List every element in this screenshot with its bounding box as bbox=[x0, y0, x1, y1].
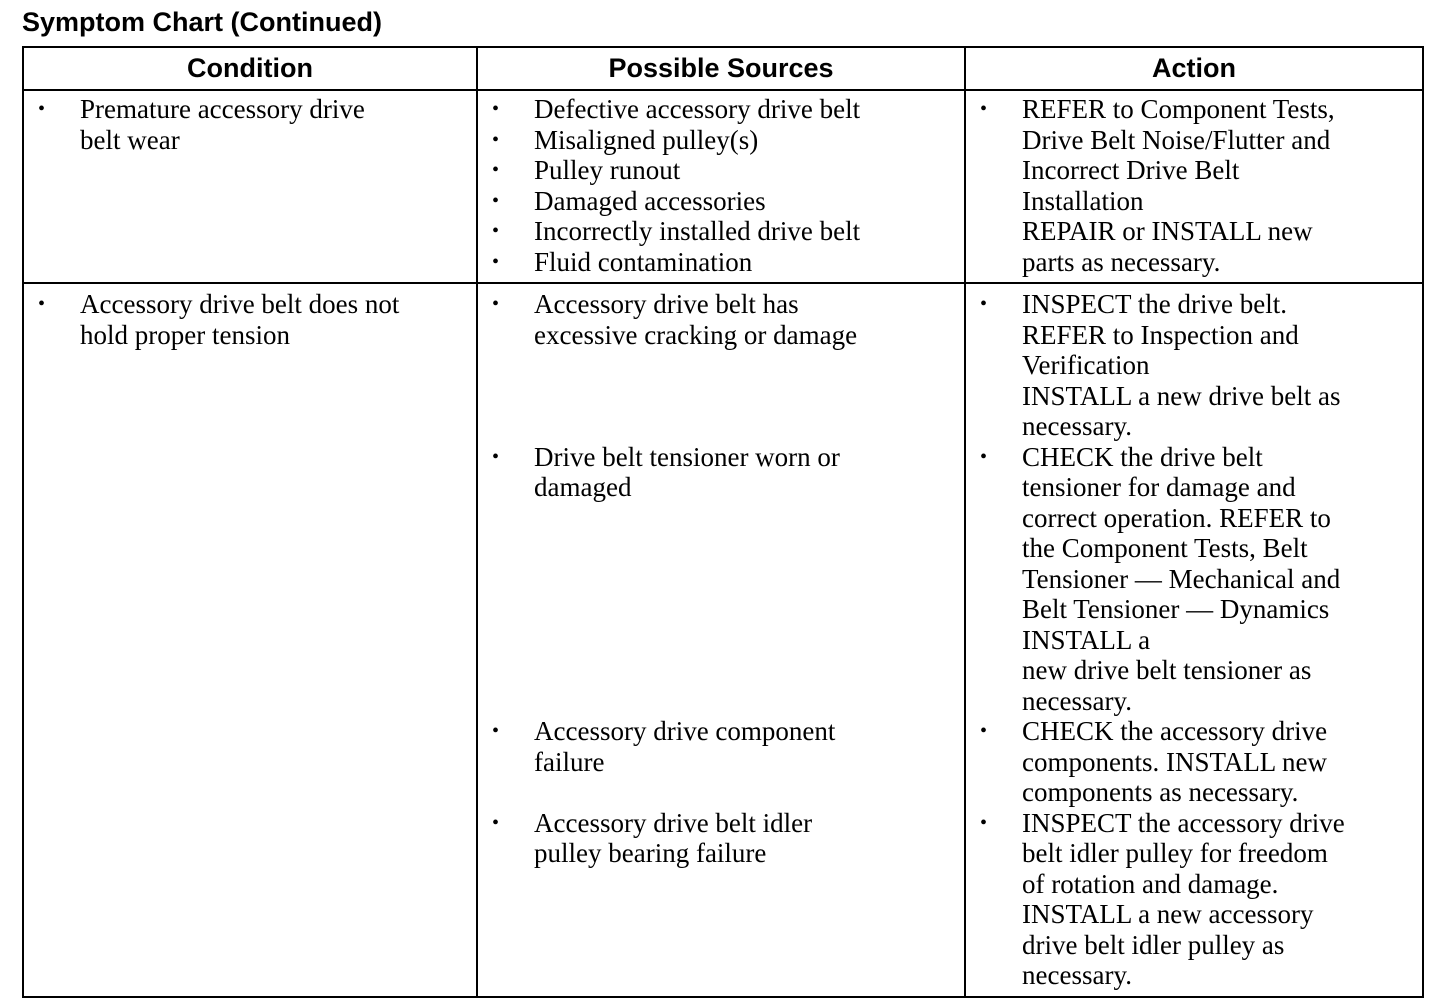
condition-line: hold proper tension bbox=[80, 319, 290, 350]
source-entry bbox=[478, 186, 964, 217]
condition-entry bbox=[24, 94, 476, 155]
source-entry bbox=[478, 289, 964, 350]
action-line: correct operation. REFER to bbox=[1022, 502, 1331, 533]
source-line: Accessory drive belt idler bbox=[534, 807, 813, 838]
action-line: the Component Tests, Belt bbox=[1022, 533, 1308, 563]
table-row bbox=[23, 283, 1423, 997]
action-line: components as necessary. bbox=[1022, 777, 1299, 807]
condition-line: Accessory drive belt does not bbox=[80, 289, 400, 319]
action-line: Installation bbox=[1022, 185, 1144, 216]
source-entry bbox=[478, 247, 964, 278]
action-line: INSPECT the accessory drive bbox=[1022, 807, 1345, 838]
action-line: tensioner for damage and bbox=[1022, 472, 1296, 502]
source-line: Incorrectly installed drive belt bbox=[534, 216, 861, 246]
table-row bbox=[23, 90, 1423, 283]
source-line: Accessory drive belt has bbox=[534, 289, 799, 319]
action-line: REPAIR or INSTALL new bbox=[1022, 216, 1313, 246]
bullet-icon: • bbox=[492, 250, 500, 273]
condition-line: belt wear bbox=[80, 124, 180, 155]
sources-cell bbox=[477, 283, 965, 997]
action-line: belt idler pulley for freedom bbox=[1022, 838, 1328, 868]
source-entry bbox=[478, 155, 964, 186]
action-entry bbox=[966, 289, 1422, 442]
bullet-icon: • bbox=[38, 98, 46, 120]
source-line: Misaligned pulley(s) bbox=[534, 124, 759, 155]
action-entry bbox=[966, 442, 1422, 717]
source-line: Accessory drive component bbox=[534, 716, 836, 746]
source-entry bbox=[478, 216, 964, 247]
source-entry bbox=[478, 716, 964, 777]
bullet-icon: • bbox=[492, 128, 500, 151]
action-line: necessary. bbox=[1022, 960, 1132, 990]
action-line: Drive Belt Noise/Flutter and bbox=[1022, 124, 1331, 155]
source-entry bbox=[478, 442, 964, 503]
bullet-icon: • bbox=[492, 293, 500, 315]
action-line: REFER to Component Tests, bbox=[1022, 94, 1335, 124]
bullet-icon: • bbox=[38, 293, 46, 315]
action-line: INSTALL a new accessory bbox=[1022, 899, 1314, 929]
source-entry bbox=[478, 808, 964, 869]
action-line: components. INSTALL new bbox=[1022, 746, 1328, 777]
action-line: necessary. bbox=[1022, 685, 1132, 716]
action-line: CHECK the drive belt bbox=[1022, 441, 1263, 472]
action-line: of rotation and damage. bbox=[1022, 868, 1279, 899]
source-line: pulley bearing failure bbox=[534, 838, 767, 868]
symptom-chart-table bbox=[22, 46, 1424, 998]
bullet-icon: • bbox=[492, 811, 500, 834]
bullet-icon: • bbox=[492, 159, 500, 181]
source-line: Pulley runout bbox=[534, 155, 681, 185]
bullet-icon: • bbox=[492, 220, 500, 242]
action-line: CHECK the accessory drive bbox=[1022, 716, 1328, 746]
column-header-condition: Condition bbox=[23, 47, 477, 90]
action-entry bbox=[966, 94, 1422, 277]
page-title: Symptom Chart (Continued) bbox=[22, 7, 382, 37]
sources-cell bbox=[477, 90, 965, 283]
action-line: parts as necessary. bbox=[1022, 246, 1221, 277]
source-line: Drive belt tensioner worn or bbox=[534, 441, 840, 472]
bullet-icon: • bbox=[492, 189, 500, 212]
source-line: failure bbox=[534, 746, 605, 777]
action-entry bbox=[966, 716, 1422, 808]
action-line: INSTALL a new drive belt as bbox=[1022, 380, 1341, 411]
condition-cell bbox=[23, 283, 477, 997]
source-line: Damaged accessories bbox=[534, 185, 766, 216]
bullet-icon: • bbox=[492, 445, 500, 468]
source-line: excessive cracking or damage bbox=[534, 319, 858, 350]
action-line: INSPECT the drive belt. bbox=[1022, 289, 1287, 319]
action-entry bbox=[966, 808, 1422, 991]
condition-cell bbox=[23, 90, 477, 283]
action-cell bbox=[965, 90, 1423, 283]
action-line: REFER to Inspection and bbox=[1022, 319, 1299, 350]
column-header-action: Action bbox=[965, 47, 1423, 90]
condition-line: Premature accessory drive bbox=[80, 94, 365, 124]
condition-entry bbox=[24, 289, 476, 350]
action-line: necessary. bbox=[1022, 411, 1132, 441]
column-header-sources: Possible Sources bbox=[477, 47, 965, 90]
source-line: Defective accessory drive belt bbox=[534, 94, 861, 124]
table-header-row bbox=[23, 47, 1423, 90]
source-line: damaged bbox=[534, 472, 632, 502]
action-line: Tensioner — Mechanical and bbox=[1022, 563, 1341, 594]
action-line: INSTALL a bbox=[1022, 624, 1151, 655]
bullet-icon: • bbox=[980, 720, 988, 742]
action-line: Belt Tensioner — Dynamics bbox=[1022, 594, 1330, 624]
bullet-icon: • bbox=[980, 445, 988, 468]
action-line: Incorrect Drive Belt bbox=[1022, 155, 1240, 185]
bullet-icon: • bbox=[492, 98, 500, 120]
source-entry bbox=[478, 94, 964, 125]
bullet-icon: • bbox=[980, 293, 988, 315]
source-line: Fluid contamination bbox=[534, 246, 753, 277]
action-line: Verification bbox=[1022, 350, 1150, 380]
bullet-icon: • bbox=[492, 720, 500, 742]
source-entry bbox=[478, 125, 964, 156]
bullet-icon: • bbox=[980, 811, 988, 834]
action-line: new drive belt tensioner as bbox=[1022, 655, 1312, 685]
action-cell bbox=[965, 283, 1423, 997]
action-line: drive belt idler pulley as bbox=[1022, 929, 1285, 960]
bullet-icon: • bbox=[980, 98, 988, 120]
